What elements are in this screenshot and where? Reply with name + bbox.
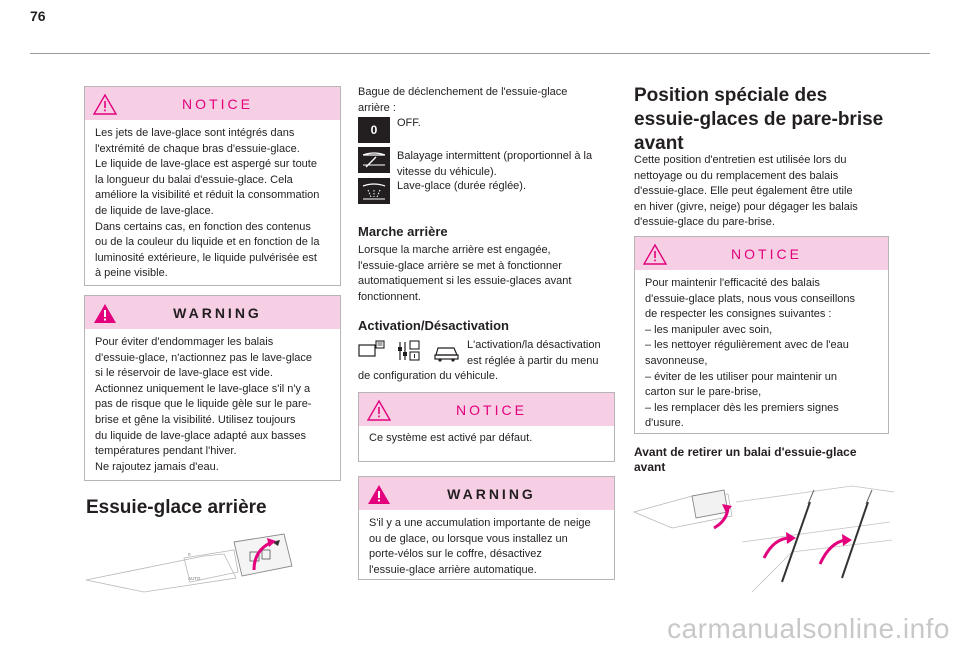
- notice-title: NOTICE: [731, 245, 802, 262]
- vehicle-icon: [435, 348, 458, 362]
- intro-line: Bague de déclenchement de l'essuie-glace: [358, 86, 568, 98]
- section-heading-special-position: [634, 84, 914, 156]
- warning-line: ou de glace, ou lorsque vous installez un: [369, 532, 568, 545]
- notice-line: d'usure.: [645, 417, 684, 430]
- notice-line: Ce système est activé par défaut.: [369, 432, 533, 444]
- heading-line: essuie-glaces de pare-brise: [634, 109, 884, 130]
- notice-header: [85, 87, 340, 120]
- notice-line: d'essuie-glace plats, nous vous conseillons: [645, 292, 855, 305]
- subheading-line: avant: [634, 460, 666, 474]
- intro-line: Cette position d'entretien est utilisée lors du: [634, 154, 847, 166]
- notice-body: [635, 270, 888, 432]
- page-number: 76: [30, 8, 46, 24]
- warning-box-col1: [84, 295, 341, 481]
- intro-line: arrière :: [358, 101, 396, 114]
- reverse-line: automatiquement si les essuie-glaces avant: [358, 275, 572, 288]
- notice-box-col2: [358, 392, 615, 462]
- display-menu-icon: [359, 341, 384, 356]
- warning-title: WARNING: [173, 304, 262, 321]
- intermittent-wipe-icon: [358, 147, 390, 173]
- stalk-label-auto: AUTO: [188, 576, 201, 581]
- activation-line: L'activation/la désactivation: [467, 339, 601, 351]
- warning-header: [85, 296, 340, 329]
- off-text: OFF.: [397, 117, 421, 129]
- heading-line: avant: [634, 133, 684, 154]
- notice-line: l'extrémité de chaque bras d'essuie-glace.: [95, 142, 300, 155]
- intermittent-text: [397, 149, 617, 180]
- section-heading-rear-wiper: Essuie-glace arrière: [86, 497, 267, 518]
- stalk-label-zero: 0: [188, 552, 191, 557]
- warning-line: températures pendant l'hiver.: [95, 445, 237, 458]
- remove-blade-heading: [634, 445, 894, 475]
- warning-triangle-icon: [367, 399, 391, 421]
- notice-line: – les remplacer dès les premiers signes: [645, 401, 839, 414]
- reverse-heading: Marche arrière: [358, 224, 448, 239]
- intro-line: en hiver (givre, neige) pour dégager les balais: [634, 200, 858, 213]
- reverse-text: [358, 243, 618, 305]
- off-icon-label: 0: [370, 123, 378, 137]
- special-position-intro: [634, 153, 894, 231]
- washer-text: Lave-glace (durée réglée).: [397, 180, 527, 192]
- activation-heading: Activation/Désactivation: [358, 318, 509, 333]
- reverse-line: l'essuie-glace arrière se met à fonctionner: [358, 259, 562, 272]
- notice-line: de respecter les consignes suivantes :: [645, 308, 832, 321]
- notice-line: carton sur le pare-brise,: [645, 386, 762, 399]
- notice-line: la longueur du balai d'essuie-glace. Cela: [95, 173, 293, 186]
- warning-header: [359, 477, 614, 510]
- warning-line: l'essuie-glace arrière automatique.: [369, 563, 537, 576]
- activation-line: est réglée à partir du menu: [467, 354, 599, 367]
- settings-menu-icon: [398, 341, 419, 360]
- warning-triangle-icon: [93, 93, 117, 115]
- warning-line: brise et gêne la visibilité. Utilisez toujours: [95, 413, 296, 426]
- warning-title: WARNING: [447, 485, 536, 502]
- notice-body: [359, 426, 614, 447]
- notice-line: luminosité extérieure, le liquide pulvérisée est: [95, 251, 317, 264]
- menu-icons: [358, 339, 462, 363]
- activation-tail: de configuration du véhicule.: [358, 370, 499, 382]
- notice-line: ou de la couleur du liquide et en fonction de la: [95, 236, 320, 249]
- notice-line: de liquide de lave-glace.: [95, 204, 214, 217]
- warning-line: porte-vélos sur le coffre, désactivez: [369, 548, 542, 561]
- warning-line: si le réservoir de lave-glace est vide.: [95, 367, 273, 380]
- warning-line: du liquide de lave-glace adapté aux basses: [95, 429, 306, 442]
- notice-header: [359, 393, 614, 426]
- notice-line: Les jets de lave-glace sont intégrés dans: [95, 127, 295, 139]
- notice-line: Le liquide de lave-glace est aspergé sur toute: [95, 158, 317, 171]
- notice-body: [85, 120, 340, 282]
- reverse-line: fonctionnent.: [358, 290, 421, 303]
- notice-line: Dans certains cas, en fonction des contenus: [95, 220, 311, 233]
- notice-line: – éviter de les utiliser pour maintenir un: [645, 370, 837, 383]
- warning-line: Ne rajoutez jamais d'eau.: [95, 460, 219, 473]
- warning-line: pas de risque que le liquide gèle sur le pare-: [95, 398, 312, 411]
- notice-line: à peine visible.: [95, 267, 168, 280]
- notice-box-col3: [634, 236, 889, 434]
- off-icon: [358, 117, 390, 143]
- warning-triangle-icon: [93, 302, 117, 324]
- warning-body: [359, 510, 614, 578]
- rear-wiper-stalk-illustration: [84, 528, 296, 596]
- trigger-ring-intro: [358, 85, 618, 116]
- intro-line: nettoyage ou du remplacement des balais: [634, 169, 839, 182]
- intro-line: d'essuie-glace. Elle peut également être utile: [634, 185, 853, 198]
- heading-line: Position spéciale des: [634, 85, 828, 106]
- warning-line: d'essuie-glace, n'actionnez pas le lave-glace: [95, 351, 312, 364]
- intermittent-line: vitesse du véhicule).: [397, 165, 497, 178]
- top-divider: [30, 53, 930, 54]
- activation-text: [467, 338, 617, 369]
- reverse-line: Lorsque la marche arrière est engagée,: [358, 244, 551, 256]
- intro-line: d'essuie-glace du pare-brise.: [634, 216, 775, 229]
- washer-icon: [358, 178, 390, 204]
- warning-triangle-icon: [367, 483, 391, 505]
- intermittent-line: Balayage intermittent (proportionnel à la: [397, 150, 593, 162]
- warning-line: Actionnez uniquement le lave-glace s'il n'y a: [95, 382, 311, 395]
- warning-box-col2: [358, 476, 615, 580]
- notice-header: [635, 237, 888, 270]
- warning-line: Pour éviter d'endommager les balais: [95, 336, 274, 348]
- notice-line: Pour maintenir l'efficacité des balais: [645, 277, 820, 289]
- notice-box-col1: [84, 86, 341, 286]
- notice-line: – les nettoyer régulièrement avec de l'eau: [645, 339, 849, 352]
- warning-triangle-icon: [643, 243, 667, 265]
- warning-body: [85, 329, 340, 475]
- watermark: carmanualsonline.info: [667, 613, 950, 644]
- notice-line: savonneuse,: [645, 354, 708, 367]
- warning-line: S'il y a une accumulation importante de neige: [369, 517, 591, 529]
- notice-title: NOTICE: [456, 401, 527, 418]
- subheading-line: Avant de retirer un balai d'essuie-glace: [634, 445, 857, 459]
- notice-line: – les manipuler avec soin,: [645, 323, 773, 336]
- notice-title: NOTICE: [182, 95, 253, 112]
- notice-line: améliore la visibilité et réduit la consommation: [95, 189, 320, 202]
- front-wiper-illustration: [632, 482, 894, 598]
